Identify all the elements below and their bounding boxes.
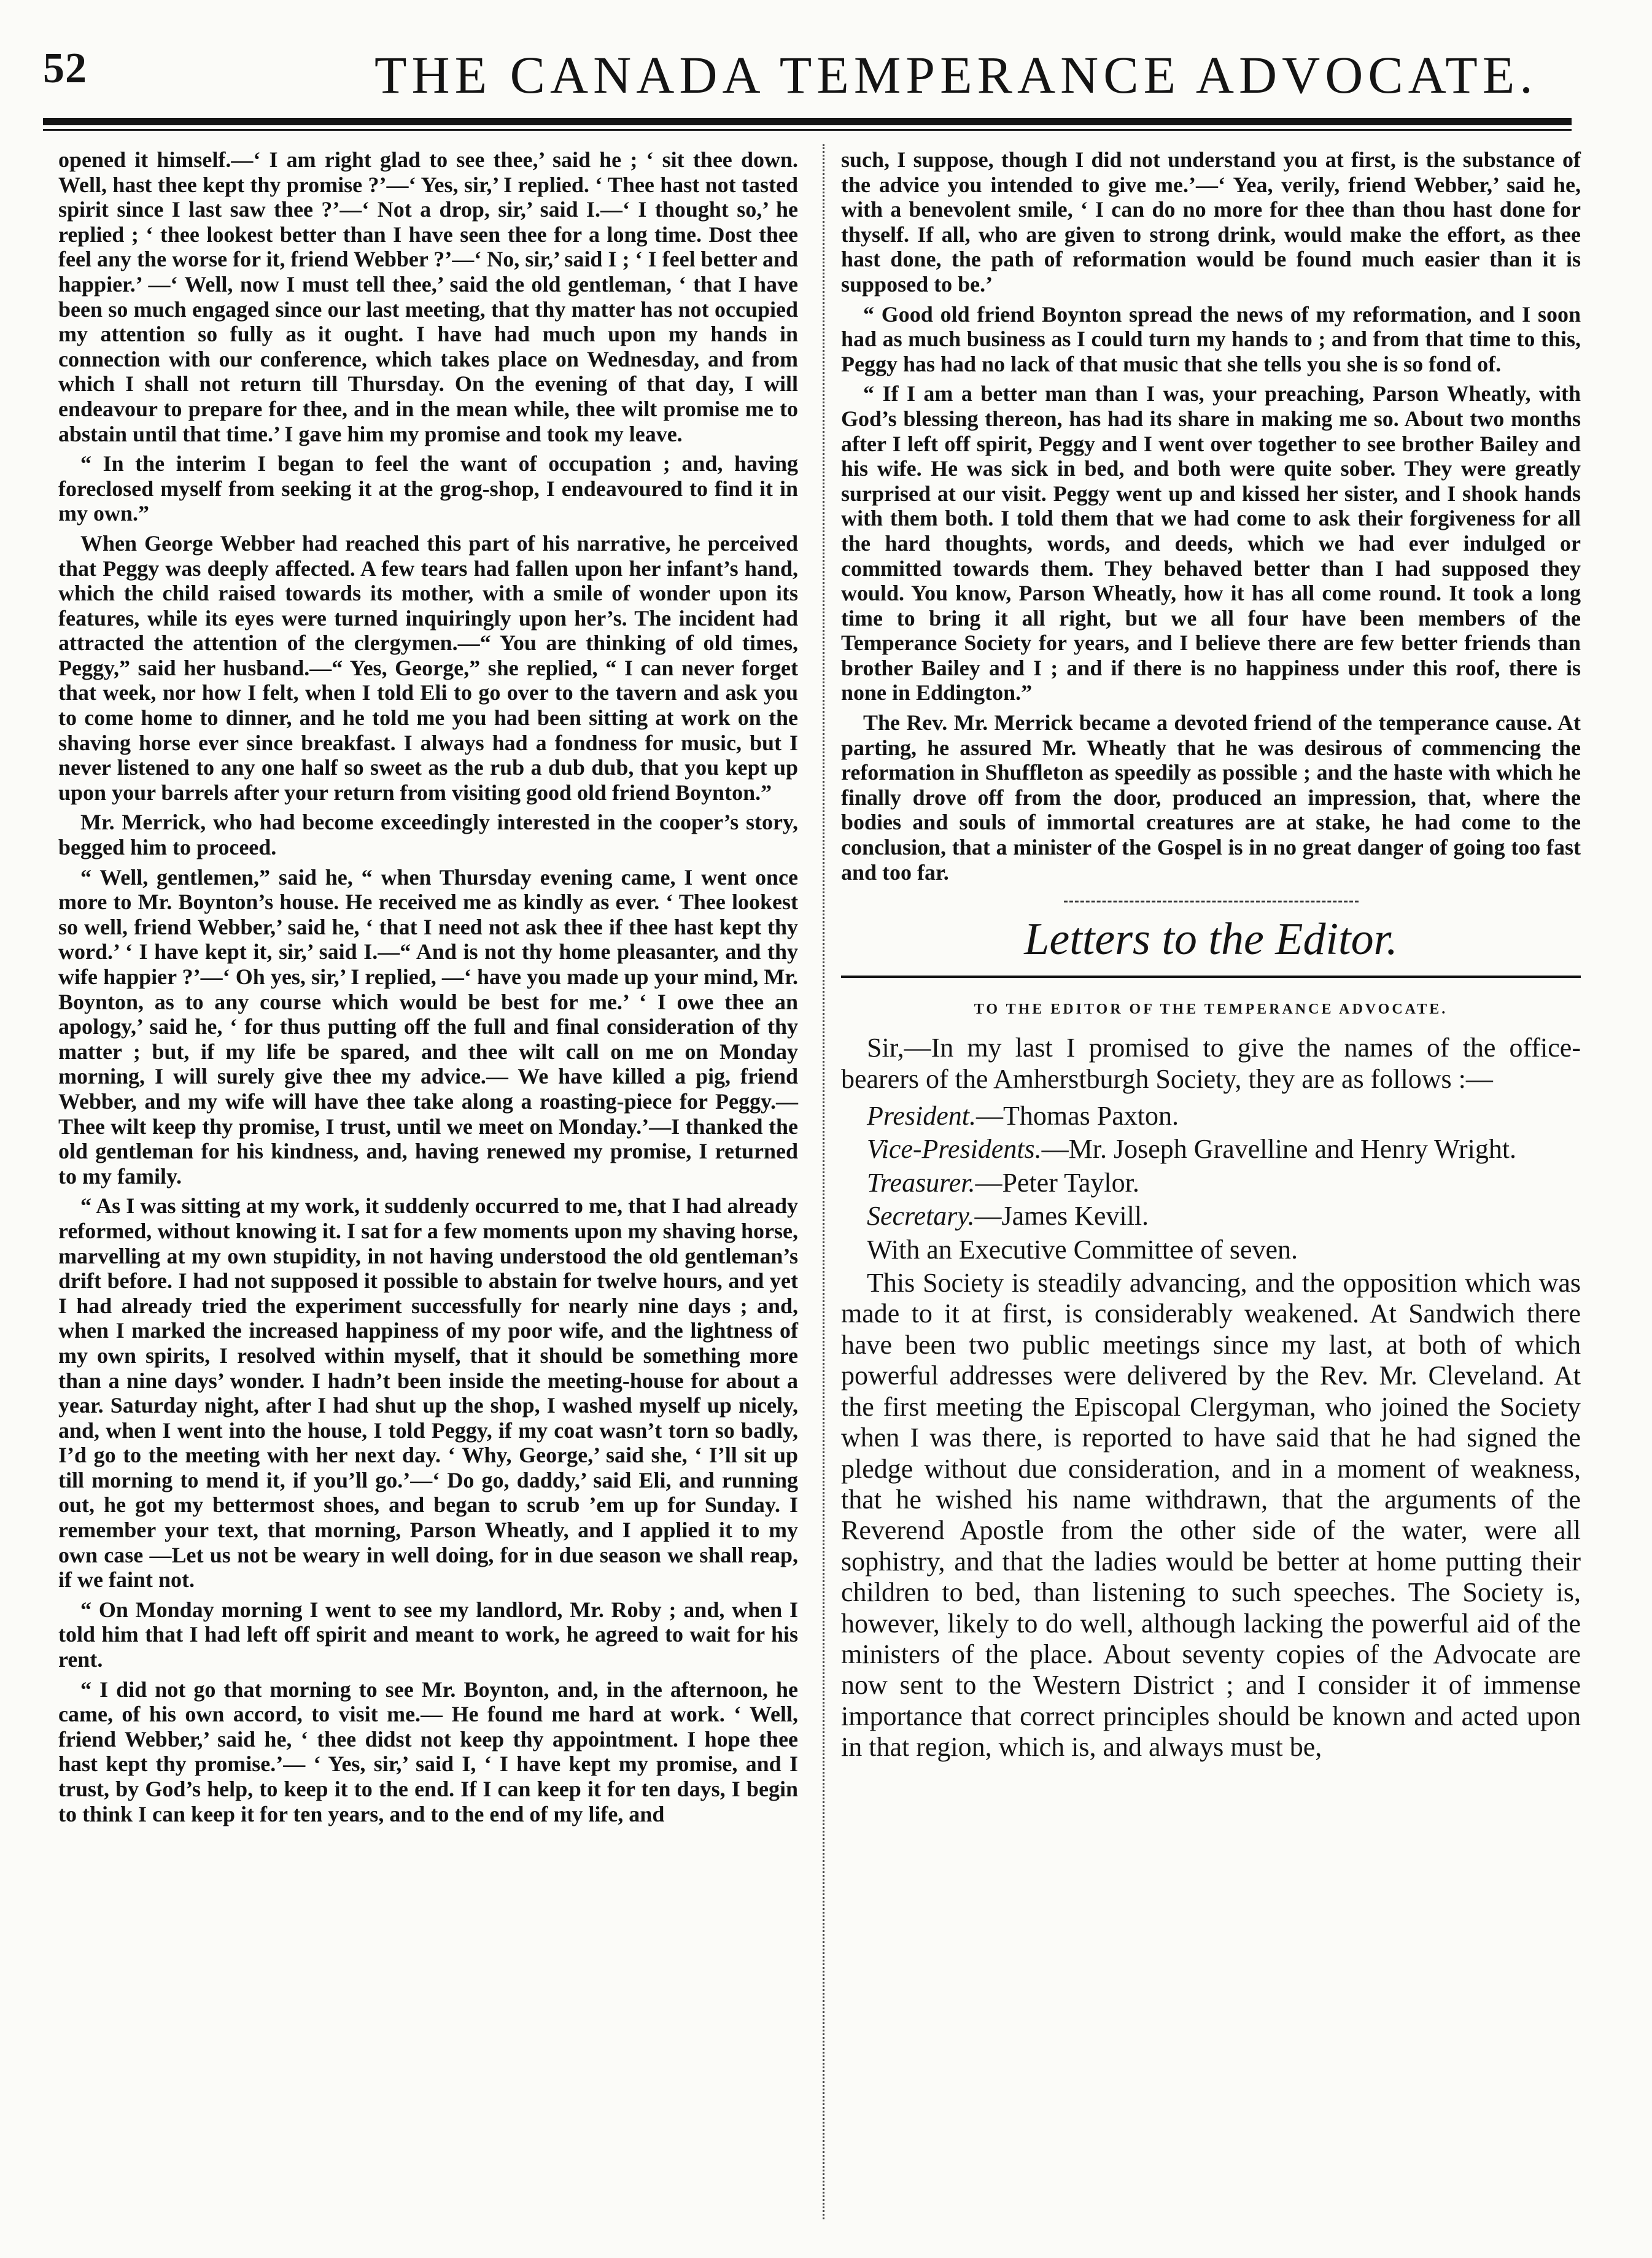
left-column (58, 147, 798, 1831)
story-paragraph: When George Webber had reached this part of his narrative, he perceived that Peggy was deeply affected. A few tears had fallen upon her infant’s hand, which the child raised towards its mother, with a smile of wonder upon its features, while its eyes were turned inquiringly upon her’s. The incident had attracted the attention of the clergymen.—“ You are thinking of old times, Peggy,” said her husband.—“ Yes, George,” she replied, “ I can never forget that week, nor how I felt, when I told Eli to go over to the tavern and ask you to come home to dinner, and he told me you had been sitting at work on the shaving horse ever since breakfast. I always had a fondness for music, but I never listened to any one half so sweet as the rub a dub dub, that you kept up upon your barrels after your return from visiting good old friend Boynton.” (58, 530, 798, 805)
officer-line (841, 1201, 1581, 1232)
officer-name: —Peter Taylor. (975, 1167, 1139, 1198)
story-paragraph: “ As I was sitting at my work, it suddenly occurred to me, that I had already reformed, without knowing it. I sat for a few moments upon my shaving horse, marvelling at my own stupidity, in not having understood the old gentleman’s drift before. I had not supposed it possible to abstain for twelve hours, and yet I had already tried the experiment successfully for nearly nine days ; and, when I marked the increased happiness of my poor wife, and the lightness of my own spirits, I resolved within myself, that it should be something more than a nine days’ wonder. I hadn’t been inside the meeting-house for about a year. Saturday night, after I had shut up the shop, I washed myself up nicely, and, when I went into the house, I told Peggy, if my coat wasn’t torn so badly, I’d go to the meeting with her next day. ‘ Why, George,’ said she, ‘ I’ll sit up till morning to mend it, if you’ll go.’—‘ Do go, daddy,’ said Eli, and running out, he got my bettermost shoes, and began to scrub ’em up for Sunday. I remember your text, that morning, Parson Wheatly, and I applied it to my own case —Let us not be weary in well doing, for in due season we shall reap, if we faint not. (58, 1193, 798, 1593)
journal-title: THE CANADA TEMPERANCE ADVOCATE. (374, 45, 1538, 104)
letter-body: This Society is steadily advancing, and the opposition which was made to it at first, is considerably weakened. At Sandwich there have been two public meetings since my last, at both of which powerful addresses were delivered by the Rev. Mr. Cleveland. At the first meeting the Episcopal Clergyman, who joined the Society when I was there, is reported to have said that he had signed the pledge without due consideration, and in a moment of weakness, that he wished his name withdrawn, that the arguments of the Reverend Apostle from the other side of the water, were all sophistry, and that the ladies would be better at home putting their children to bed, than listening to such speeches. The Society is, however, likely to do well, although lacking the powerful aid of the ministers of the place. About seventy copies of the Advocate are now sent to the Western District ; and I consider it of immense importance that correct principles should be known and acted upon in that region, which is, and always must be, (841, 1268, 1581, 1763)
story-paragraph: “ Good old friend Boynton spread the news of my reformation, and I soon had as much business as I could turn my hands to ; and from that time to this, Peggy has had no lack of that music that she tells you she is so fond of. (841, 301, 1581, 376)
section-title: Letters to the Editor. (1024, 914, 1398, 965)
story-paragraph: Mr. Merrick, who had become exceedingly interested in the cooper’s story, begged him to proceed. (58, 810, 798, 860)
officer-role: Secretary. (867, 1201, 975, 1232)
officer-line (841, 1134, 1581, 1165)
story-paragraph: opened it himself.—‘ I am right glad to see thee,’ said he ; ‘ sit thee down. Well, hast thee kept thy promise ?’—‘ Yes, sir,’ I replied. ‘ Thee hast not tasted spirit since I last saw thee ?’—‘ Not a drop, sir,’ said I.—‘ I thought so,’ he replied ; ‘ thee lookest better than I have seen thee for a long time. Dost thee feel any the worse for it, friend Webber ?’—‘ No, sir,’ said I ; ‘ I feel better and happier.’ —‘ Well, now I must tell thee,’ said the old gentleman, ‘ that I have been so much engaged since our last meeting, that thy matter has not occupied my attention so fully as it ought. I have had much upon my hands in connection with our conference, which takes place on Wednesday, and from which I shall not return till Thursday. On the evening of that day, I will endeavour to prepare for thee, and in the mean while, thee wilt promise me to abstain until that time.’ I gave him my promise and took my leave. (58, 147, 798, 446)
section-divider (1064, 901, 1359, 902)
page-header (43, 44, 1602, 118)
header-rule-thin (43, 129, 1572, 131)
column-separator (823, 144, 824, 2219)
story-paragraph: “ In the interim I began to feel the want of occupation ; and, having foreclosed myself from seeking it at the grog-shop, I endeavoured to find it in my own.” (58, 451, 798, 526)
story-paragraph: “ I did not go that morning to see Mr. Boynton, and, in the afternoon, he came, of his own accord, to visit me.— He found me hard at work. ‘ Well, friend Webber,’ said he, ‘ thee didst not keep thy appointment. I hope thee hast kept thy promise.’— ‘ Yes, sir,’ said I, ‘ I have kept my promise, and I trust, by God’s help, to keep it to the end. If I can keep it for ten days, I begin to think I can keep it for ten years, and to the end of my life, and (58, 1677, 798, 1826)
officer-role: Treasurer. (867, 1167, 975, 1198)
story-paragraph: such, I suppose, though I did not understand you at first, is the substance of the advice you intended to give me.’—‘ Yea, verily, friend Webber,’ said he, with a benevolent smile, ‘ I can do no more for thee than thou hast done for thyself. If all, who are given to strong drink, would make the effort, as thee hast done, the path of reformation would be found much easier than it is supposed to be.’ (841, 147, 1581, 297)
officer-line (841, 1168, 1581, 1198)
story-paragraph: “ On Monday morning I went to see my landlord, Mr. Roby ; and, when I told him that I had left off spirit and meant to work, he agreed to wait for his rent. (58, 1597, 798, 1672)
story-paragraph: “ Well, gentlemen,” said he, “ when Thursday evening came, I went once more to Mr. Boynton’s house. He received me as kindly as ever. ‘ Thee lookest so well, friend Webber,’ said he, ‘ that I need not ask thee if thee hast kept thy word.’ ‘ I have kept it, sir,’ said I.—“ And is not thy home pleasanter, and thy wife happier ?’—‘ Oh yes, sir,’ I replied, —‘ have you made up your mind, Mr. Boynton, as to any course which would be best for me.’ ‘ I owe thee an apology,’ said he, ‘ for thus putting off the full and final consideration of thy matter ; but, if my life be spared, and thee wilt call on me on Monday morning, I will surely give thee my advice.— We have killed a pig, friend Webber, and my wife will have thee take along a roasting-piece for Peggy.—Thee wilt keep thy promise, I trust, until we meet on Monday.’—I thanked the old gentleman for his kindness, and, having renewed my promise, I returned to my family. (58, 864, 798, 1189)
letter-intro: Sir,—In my last I promised to give the names of the office-bearers of the Amherstburgh Society, they are as follows :— (841, 1033, 1581, 1094)
officer-line (841, 1101, 1581, 1131)
story-paragraph: The Rev. Mr. Merrick became a devoted friend of the temperance cause. At parting, he assured Mr. Wheatly that he was desirous of commencing the reformation in Shuffleton as speedily as possible ; and the haste with which he finally drove off from the door, produced an impression, that, where the bodies and souls of immortal creatures are at stake, he had come to the conclusion, that a minister of the Gospel is in no great danger of going too fast and too far. (841, 710, 1581, 885)
page-number: 52 (43, 45, 87, 92)
officer-role: President. (867, 1101, 976, 1131)
section-rule (841, 976, 1581, 978)
officer-name: —Mr. Joseph Gravelline and Henry Wright. (1041, 1134, 1517, 1165)
header-rule-thick (43, 118, 1572, 125)
officer-role: Vice-Presidents. (867, 1134, 1042, 1165)
officer-name: —James Kevill. (974, 1201, 1149, 1232)
officer-name: —Thomas Paxton. (976, 1101, 1179, 1131)
right-column (841, 147, 1581, 1769)
letter-heading: TO THE EDITOR OF THE TEMPERANCE ADVOCATE. (974, 1001, 1448, 1018)
story-paragraph: “ If I am a better man than I was, your preaching, Parson Wheatly, with God’s blessing thereon, has had its share in making me so. About two months after I left off spirit, Peggy and I went over together to see brother Bailey and his wife. He was sick in bed, and both were quite sober. They were greatly surprised at our visit. Peggy went up and kissed her sister, and I shook hands with them both. I told them that we had come to ask their forgiveness for all the hard thoughts, words, and deeds, which we had ever indulged or committed towards them. They behaved better than I had supposed they would. You know, Parson Wheatly, how it has all come round. It took a long time to bring it all right, but we all four have been members of the Temperance Society for years, and I believe there are few better friends than brother Bailey and I ; and if there is no happiness under this roof, there is none in Eddington.” (841, 381, 1581, 705)
committee-line: With an Executive Committee of seven. (867, 1234, 1298, 1265)
